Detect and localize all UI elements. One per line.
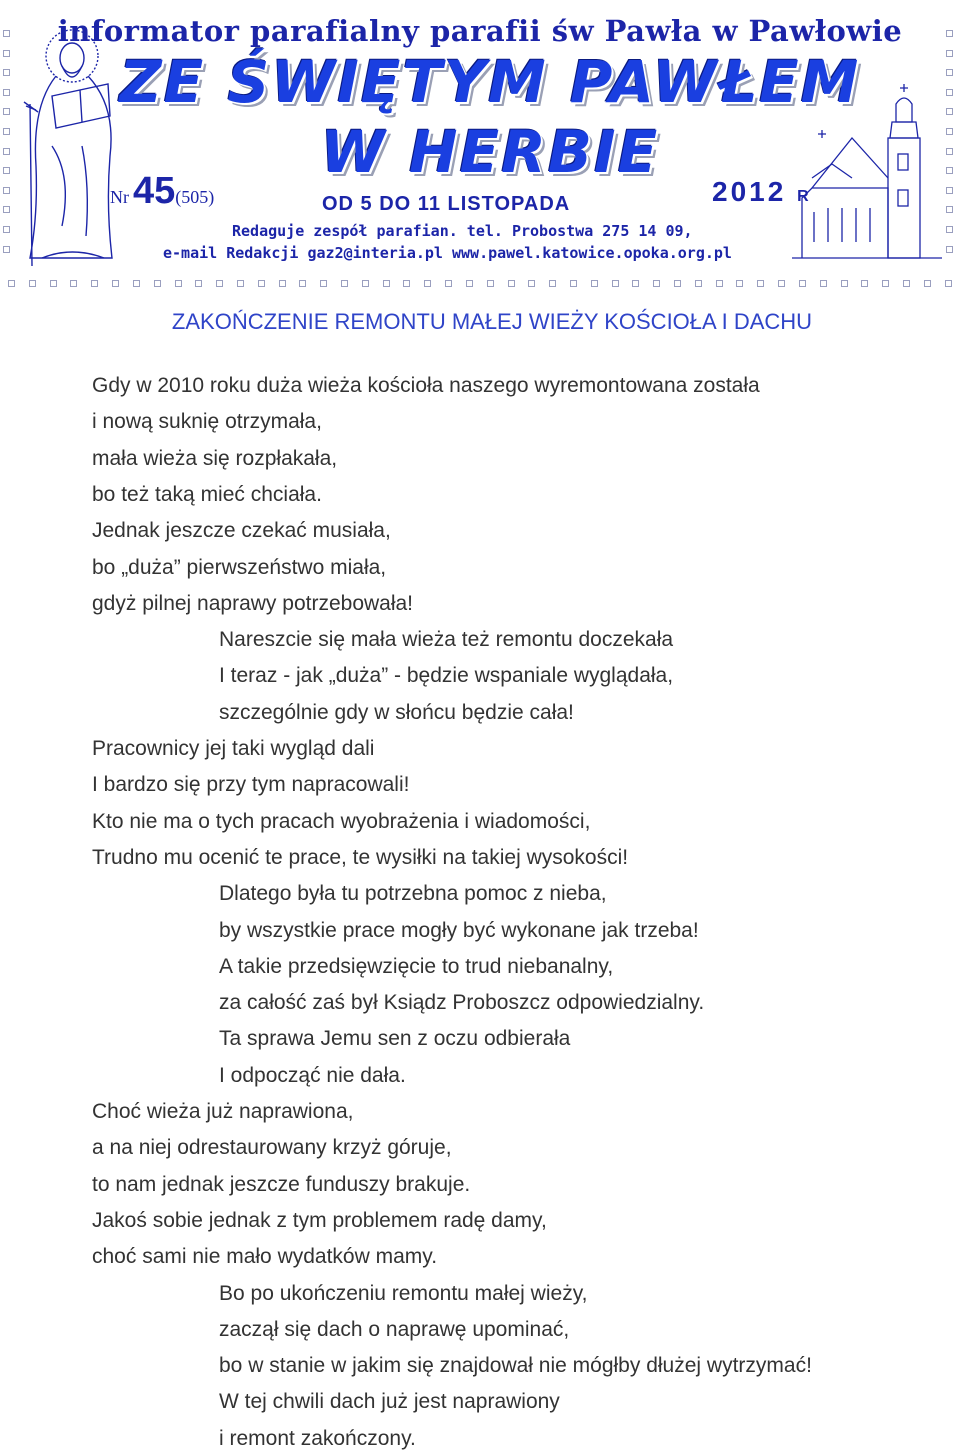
border-square [946,206,953,213]
border-square [736,280,743,287]
poem-line: Ta sprawa Jemu sen z oczu odbierała [219,1027,571,1051]
newspaper-title-line2: W HERBIE [320,118,660,186]
border-square [861,280,868,287]
border-square [882,280,889,287]
border-square [466,280,473,287]
right-border-decoration [946,30,953,253]
border-square [653,280,660,287]
border-square [3,246,10,253]
border-square [154,280,161,287]
border-square [716,280,723,287]
border-square [445,280,452,287]
border-square [3,128,10,135]
poem-line: mała wieża się rozpłakała, [92,446,338,470]
border-square [946,246,953,253]
poem-line: A takie przedsięwzięcie to trud niebanalny, [219,954,614,978]
poem-line: Bo po ukończeniu remontu małej wieży, [219,1281,588,1305]
border-square [757,280,764,287]
poem-line: bo też taką mieć chciała. [92,482,322,506]
poem-line: choć sami nie mało wydatków mamy. [92,1245,438,1269]
border-square [946,167,953,174]
poem-line: Trudno mu ocenić te prace, te wysiłki na takiej wysokości! [92,845,629,869]
border-square [946,226,953,233]
border-square [216,280,223,287]
poem-line: I bardzo się przy tym napracowali! [92,773,410,797]
border-square [591,280,598,287]
border-square [112,280,119,287]
poem-line: Nareszcie się mała wieża też remontu doczekała [219,628,674,652]
issue-dates: OD 5 DO 11 LISTOPADA [322,193,571,215]
border-square [3,89,10,96]
issue-prefix: Nr [110,187,129,207]
border-square [383,280,390,287]
border-square [3,167,10,174]
poem-line: gdyż pilnej naprawy potrzebowała! [92,591,414,615]
year-value: 2012 [712,176,787,207]
poem-line: bo „duża” pierwszeństwo miała, [92,555,387,579]
poem-line: szczególnie gdy w słońcu będzie cała! [219,700,574,724]
border-square [924,280,931,287]
year-suffix: R [797,188,809,205]
issue-number-value: 45 [133,170,176,212]
border-square [175,280,182,287]
border-square [3,108,10,115]
article-title: ZAKOŃCZENIE REMONTU MAŁEJ WIEŻY KOŚCIOŁA I DACHU [171,309,813,334]
left-border-decoration [3,30,10,253]
issue-number [110,170,214,213]
poem-line: W tej chwili dach już jest naprawiony [219,1390,560,1414]
border-square [695,280,702,287]
poem-line: i nową suknię otrzymała, [92,410,322,434]
border-square [3,148,10,155]
poem-line: I odpocząć nie dała. [219,1063,406,1087]
contact-editors: Redaguje zespół parafian. tel. Probostwa 275 14 09, [232,222,693,240]
border-square [299,280,306,287]
border-square [903,280,910,287]
border-square [424,280,431,287]
border-square [528,280,535,287]
border-square [612,280,619,287]
border-square [403,280,410,287]
poem-line: to nam jednak jeszcze funduszy brakuje. [92,1172,471,1196]
border-square [3,69,10,76]
poem-line: by wszystkie prace mogły być wykonane jak trzeba! [219,918,699,942]
poem-line: bo w stanie w jakim się znajdował nie mógłby dłużej wytrzymać! [219,1354,812,1378]
border-square [3,30,10,37]
poem-line: I teraz - jak „duża” - będzie wspaniale wyglądała, [219,664,674,688]
poem-line: za całość zaś był Ksiądz Proboszcz odpowiedzialny. [219,991,705,1015]
border-square [946,89,953,96]
poem-line: zaczął się dach o naprawę upominać, [219,1317,570,1341]
poem-line: Choć wieża już naprawiona, [92,1100,354,1123]
border-square [258,280,265,287]
border-square [841,280,848,287]
border-square [237,280,244,287]
border-square [946,187,953,194]
border-square [946,108,953,115]
border-square [508,280,515,287]
issue-year [712,176,809,208]
border-square [8,280,15,287]
border-square [778,280,785,287]
border-square [3,187,10,194]
border-square [341,280,348,287]
border-square [487,280,494,287]
border-square [946,69,953,76]
border-square [3,226,10,233]
border-square [320,280,327,287]
poem-line: i remont zakończony. [219,1426,416,1450]
poem-line: Dlatego była tu potrzebna pomoc z nieba, [219,882,607,906]
border-square [279,280,286,287]
poem-line: Pracownicy jej taki wygląd dali [92,737,375,760]
border-square [91,280,98,287]
border-square [133,280,140,287]
issue-total: (505) [175,187,215,207]
border-square [362,280,369,287]
border-square [70,280,77,287]
border-square [674,280,681,287]
border-square [195,280,202,287]
poem-line: a na niej odrestaurowany krzyż góruje, [92,1136,452,1160]
border-square [946,30,953,37]
border-square [570,280,577,287]
border-square [945,280,952,287]
border-square [3,206,10,213]
border-square [820,280,827,287]
newspaper-title-line1: ZE ŚWIĘTYM PAWŁEM [119,48,861,116]
border-square [946,128,953,135]
poem-line: Kto nie ma o tych pracach wyobrażenia i wiadomości, [92,809,591,833]
poem-line: Jakoś sobie jednak z tym problemem radę damy, [92,1208,547,1232]
border-square [50,280,57,287]
border-square [799,280,806,287]
poem-line: Gdy w 2010 roku duża wieża kościoła naszego wyremontowana została [92,374,760,397]
header-divider-decoration [0,280,960,287]
poem-line: Jednak jeszcze czekać musiała, [92,519,391,543]
border-square [549,280,556,287]
border-square [632,280,639,287]
border-square [946,148,953,155]
masthead-subtitle: informator parafialny parafii św Pawła w Pawłowie [57,14,903,48]
border-square [946,50,953,57]
contact-email-web: e-mail Redakcji gaz2@interia.pl www.pawel.katowice.opoka.org.pl [163,244,732,262]
border-square [29,280,36,287]
border-square [3,50,10,57]
